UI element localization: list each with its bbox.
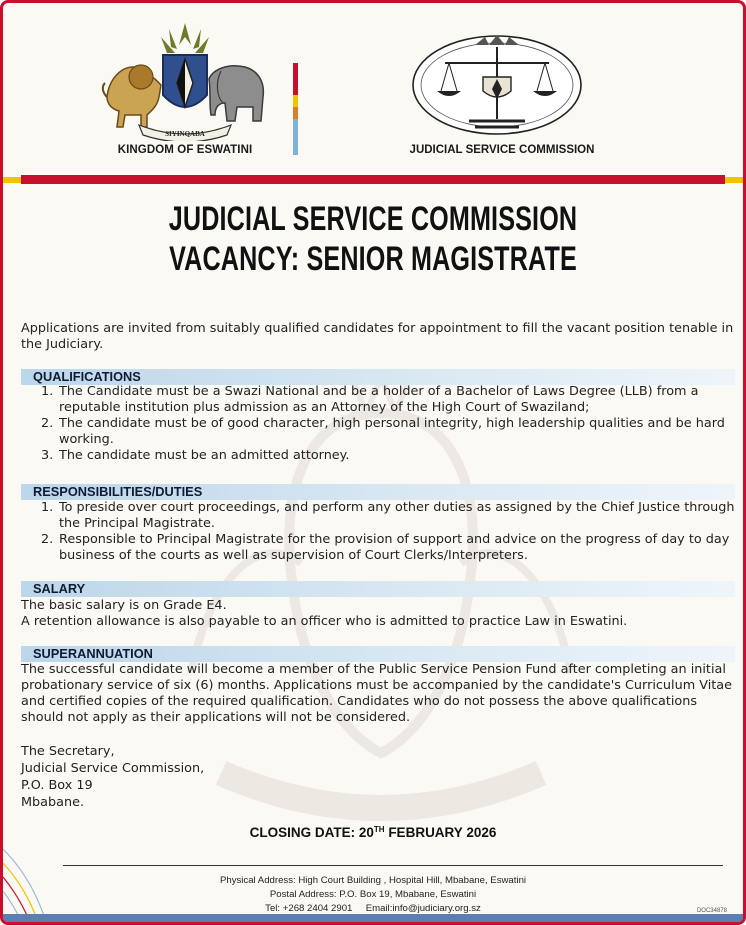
list-number: 2. (41, 532, 54, 547)
list-text: The Candidate must be a Swazi National and be a holder of a Bachelor of Laws Degree (LLB) from a reputable institution plus admission as an Attorney of the High Court of Swaziland; (59, 384, 699, 415)
list-item (21, 416, 737, 448)
jsc-label: JUDICIAL SERVICE COMMISSION (409, 144, 595, 156)
vacancy-title: VACANCY: SENIOR MAGISTRATE (169, 240, 577, 278)
page-title: JUDICIAL SERVICE COMMISSION (168, 200, 578, 238)
address-line: P.O. Box 19 (21, 778, 93, 793)
address-line: Mbabane. (21, 795, 85, 810)
qualifications-heading: QUALIFICATIONS (33, 369, 141, 384)
list-text: Responsible to Principal Magistrate for the provision of support and advice on the progress of day to day business of the courts as well as supervision of Court Clerks/Interpreters. (59, 532, 730, 563)
closing-date-suffix-ordinal: TH (373, 825, 385, 834)
list-text: The candidate must be an admitted attorney. (59, 448, 350, 463)
list-text: To preside over court proceedings, and perform any other duties as assigned by the Chief Justice through the Principal Magistrate. (59, 500, 735, 531)
closing-date-month-year: FEBRUARY 2026 (384, 825, 497, 840)
retention-allowance-line: A retention allowance is also payable to an officer who is admitted to practice Law in Eswatini. (21, 614, 628, 629)
header-color-bar (293, 63, 298, 155)
list-item (21, 500, 737, 532)
responsibilities-list (21, 500, 737, 564)
physical-address: Physical Address: High Court Building , Hospital Hill, Mbabane, Eswatini (219, 875, 527, 886)
eswatini-coat-of-arms-icon (99, 23, 271, 141)
contact-details: Tel: +268 2404 2901 Email:info@judiciary.org.sz (265, 903, 481, 914)
qualifications-list (21, 384, 737, 464)
list-item (21, 384, 737, 416)
salary-heading-bar (21, 581, 735, 597)
superannuation-paragraph: The successful candidate will become a member of the Public Service Pension Fund after completing an initial probationary service of six (6) months. Applications must be accompanied by the candidate's Curriculum Vitae and certified copies of the required qualification. Candidates who do not possess the above qualifications should not apply as their applications will not be considered. (21, 662, 733, 725)
crest-motto: SIYINQABA (165, 130, 205, 138)
salary-line: The basic salary is on Grade E4. (21, 598, 227, 613)
list-text: The candidate must be of good character, high personal integrity, high leadership qualities and be hard working. (59, 416, 725, 447)
superannuation-heading: SUPERANNUATION (33, 646, 153, 661)
address-line: The Secretary, (21, 744, 115, 759)
closing-date (3, 825, 743, 840)
list-number: 1. (41, 500, 54, 515)
jsc-seal-icon (409, 33, 585, 137)
list-item (21, 532, 737, 564)
postal-address: Postal Address: P.O. Box 19, Mbabane, Eswatini (269, 889, 477, 900)
intro-paragraph: Applications are invited from suitably qualified candidates for appointment to fill the vacant position tenable in the Judiciary. (21, 321, 734, 352)
footer-divider (63, 865, 723, 866)
salary-heading: SALARY (33, 581, 86, 596)
list-item (21, 448, 737, 464)
address-line: Judicial Service Commission, (21, 761, 205, 776)
closing-date-prefix: CLOSING DATE: 20 (249, 825, 374, 840)
list-number: 1. (41, 384, 54, 399)
list-number: 3. (41, 448, 54, 463)
kingdom-label: KINGDOM OF ESWATINI (117, 144, 253, 156)
responsibilities-heading: RESPONSIBILITIES/DUTIES (33, 484, 203, 499)
list-number: 2. (41, 416, 54, 431)
footer-band (3, 914, 743, 922)
header-band (3, 173, 743, 185)
document-reference: DOC34878 (696, 908, 727, 914)
